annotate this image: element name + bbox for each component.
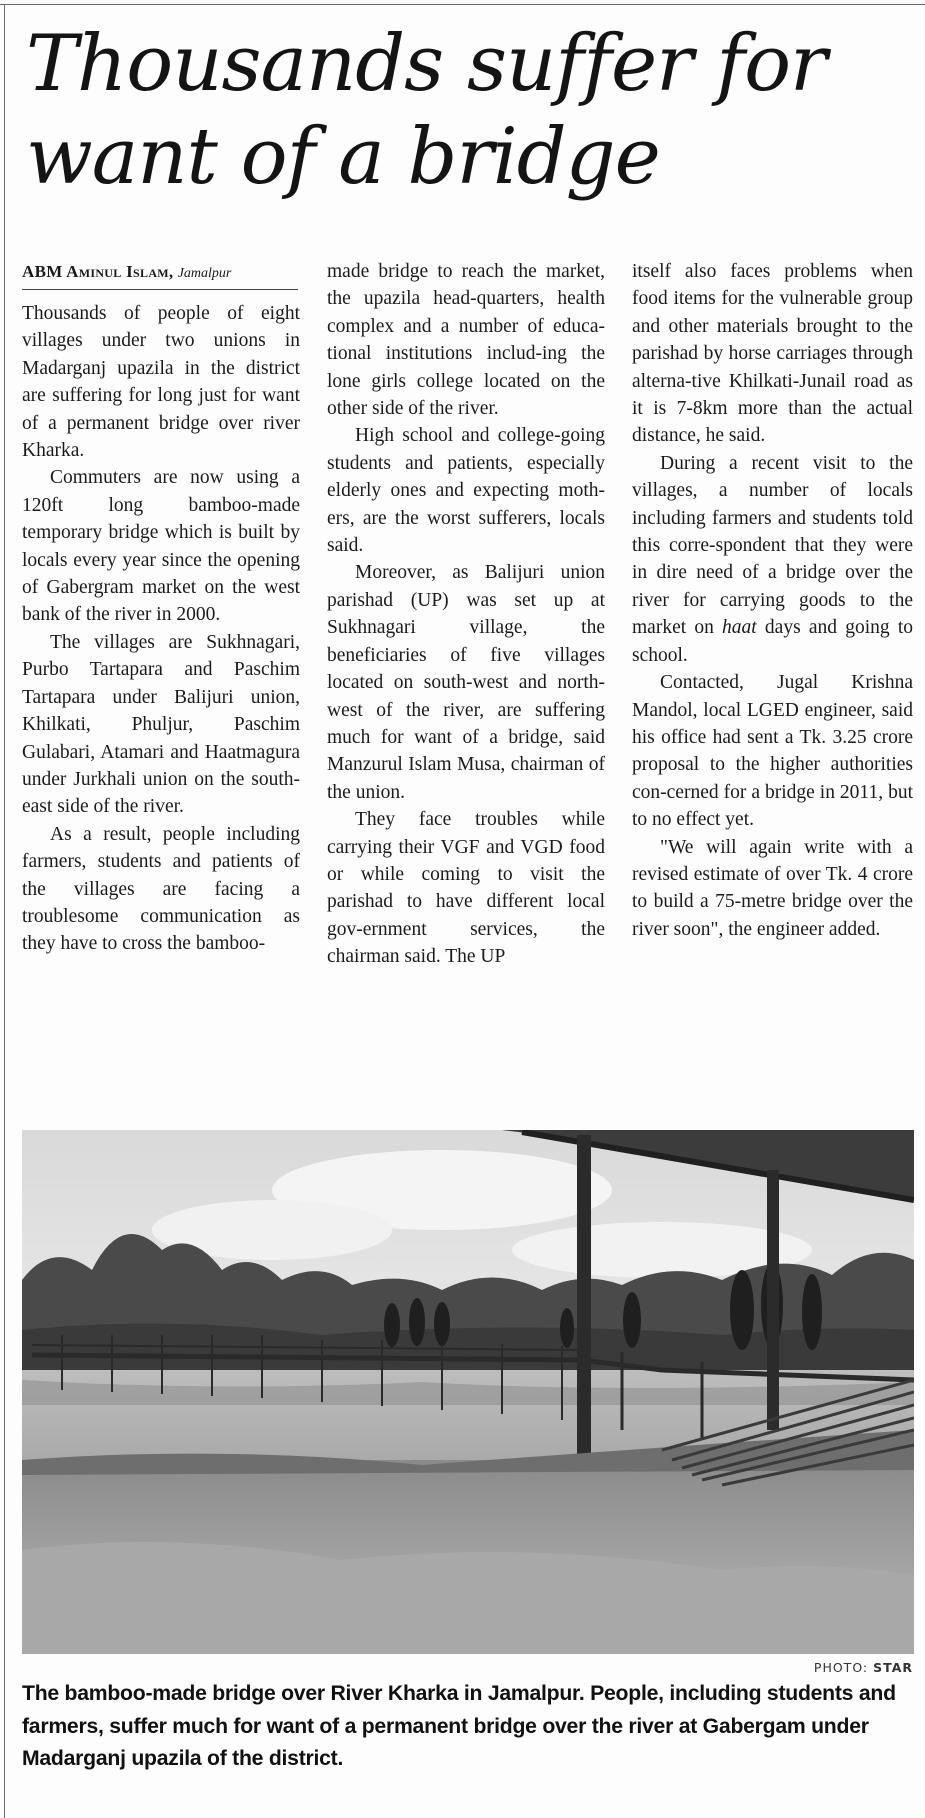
photo-caption: The bamboo-made bridge over River Kharka in Jamalpur. People, including students and farmers, suffer much for want of a permanent bridge over the river at Gabergam under Madarganj upazila of the district. [22, 1682, 896, 1770]
col3-paragraph-2-text: During a recent visit to the villages, a number of locals including farmers and students told this corre-spondent that they were in dire need of a bridge over the river for carrying goods to the market on [632, 452, 913, 639]
col3-paragraph-2 [632, 450, 913, 669]
credit-label: PHOTO: [813, 1660, 869, 1675]
page-border-left [4, 4, 5, 1818]
headline-line-2: want of a bridge [26, 112, 660, 202]
col3-paragraph-2-end: days and going to school. [632, 617, 914, 666]
haat-emphasis: haat [722, 617, 757, 639]
col3-paragraph-1: itself also faces problems when food items for the vulnerable group and other materials brought to the parishad by horse carriages through alterna-tive Khilkati-Junail road as it is 7-8km more than the actual distance, he said. [632, 261, 913, 447]
col2-paragraph-1: made bridge to reach the market, the upazila head-quarters, health complex and a number of educa-tional institutions includ-ing the lone girls college located on the other side of the river. [327, 261, 605, 420]
col1-paragraph-3: The villages are Sukhnagari, Purbo Tartapara and Paschim Tartapara under Balijuri union, Khilkati, Phuljur, Paschim Gulabari, Atamari and Haatmagura under Jurkhali union on the south-east side of the river. [22, 631, 300, 818]
col2-paragraph-3: Moreover, as Balijuri union parishad (UP) was set up at Sukhnagari village, the beneficiaries of five villages located on south-west and north-west of the river, are suffering much for want of a bridge, said Manzurul Islam Musa, chairman of the union. [327, 562, 605, 803]
hut-post [577, 1135, 591, 1465]
page-border-top [0, 4, 925, 5]
col2-paragraph-4: They face troubles while carrying their VGF and VGD food or while coming to visit the parishad to have different local gov-ernment services, the chairman said. The UP [327, 809, 605, 968]
col1-paragraph-4: As a result, people including farmers, students and patients of the villages are facing a troublesome communication as they have to cross the bamboo- [22, 823, 300, 955]
credit-source: STAR [873, 1660, 913, 1675]
article-column-3 [632, 258, 913, 943]
col3-paragraph-3: Contacted, Jugal Krishna Mandol, local LGED engineer, said his office had sent a Tk. 3.25 crore proposal to the higher authorities con-cerned for a bridge in 2011, but to no effect yet. [632, 672, 913, 831]
article-headline [26, 18, 916, 204]
col1-paragraph-1: Thousands of people of eight villages under two unions in Madarganj upazila in the district are suffering for long just for want of a permanent bridge over river Kharka. [22, 303, 300, 462]
article-column-2 [327, 258, 605, 971]
hut-post [767, 1170, 779, 1430]
photo-credit [814, 1660, 913, 1675]
col1-paragraph-2: Commuters are now using a 120ft long bamboo-made temporary bridge which is built by locals every year since the opening of Gabergram market on the west bank of the river in 2000. [22, 467, 300, 626]
byline [22, 262, 298, 290]
byline-author: ABM Aminul Islam, [22, 262, 174, 281]
byline-location: Jamalpur [177, 266, 232, 281]
col3-paragraph-4: "We will again write with a revised estimate of over Tk. 4 crore to build a 75-metre bridge over the river soon", the engineer added. [632, 836, 913, 940]
col2-paragraph-2: High school and college-going students and patients, especially elderly ones and expecting moth-ers, are the worst sufferers, locals said. [327, 425, 605, 557]
headline-line-1: Thousands suffer for [26, 19, 827, 109]
bridge-photo-illustration [22, 1130, 914, 1654]
article-column-1 [22, 300, 300, 958]
bridge-photo [22, 1130, 914, 1654]
